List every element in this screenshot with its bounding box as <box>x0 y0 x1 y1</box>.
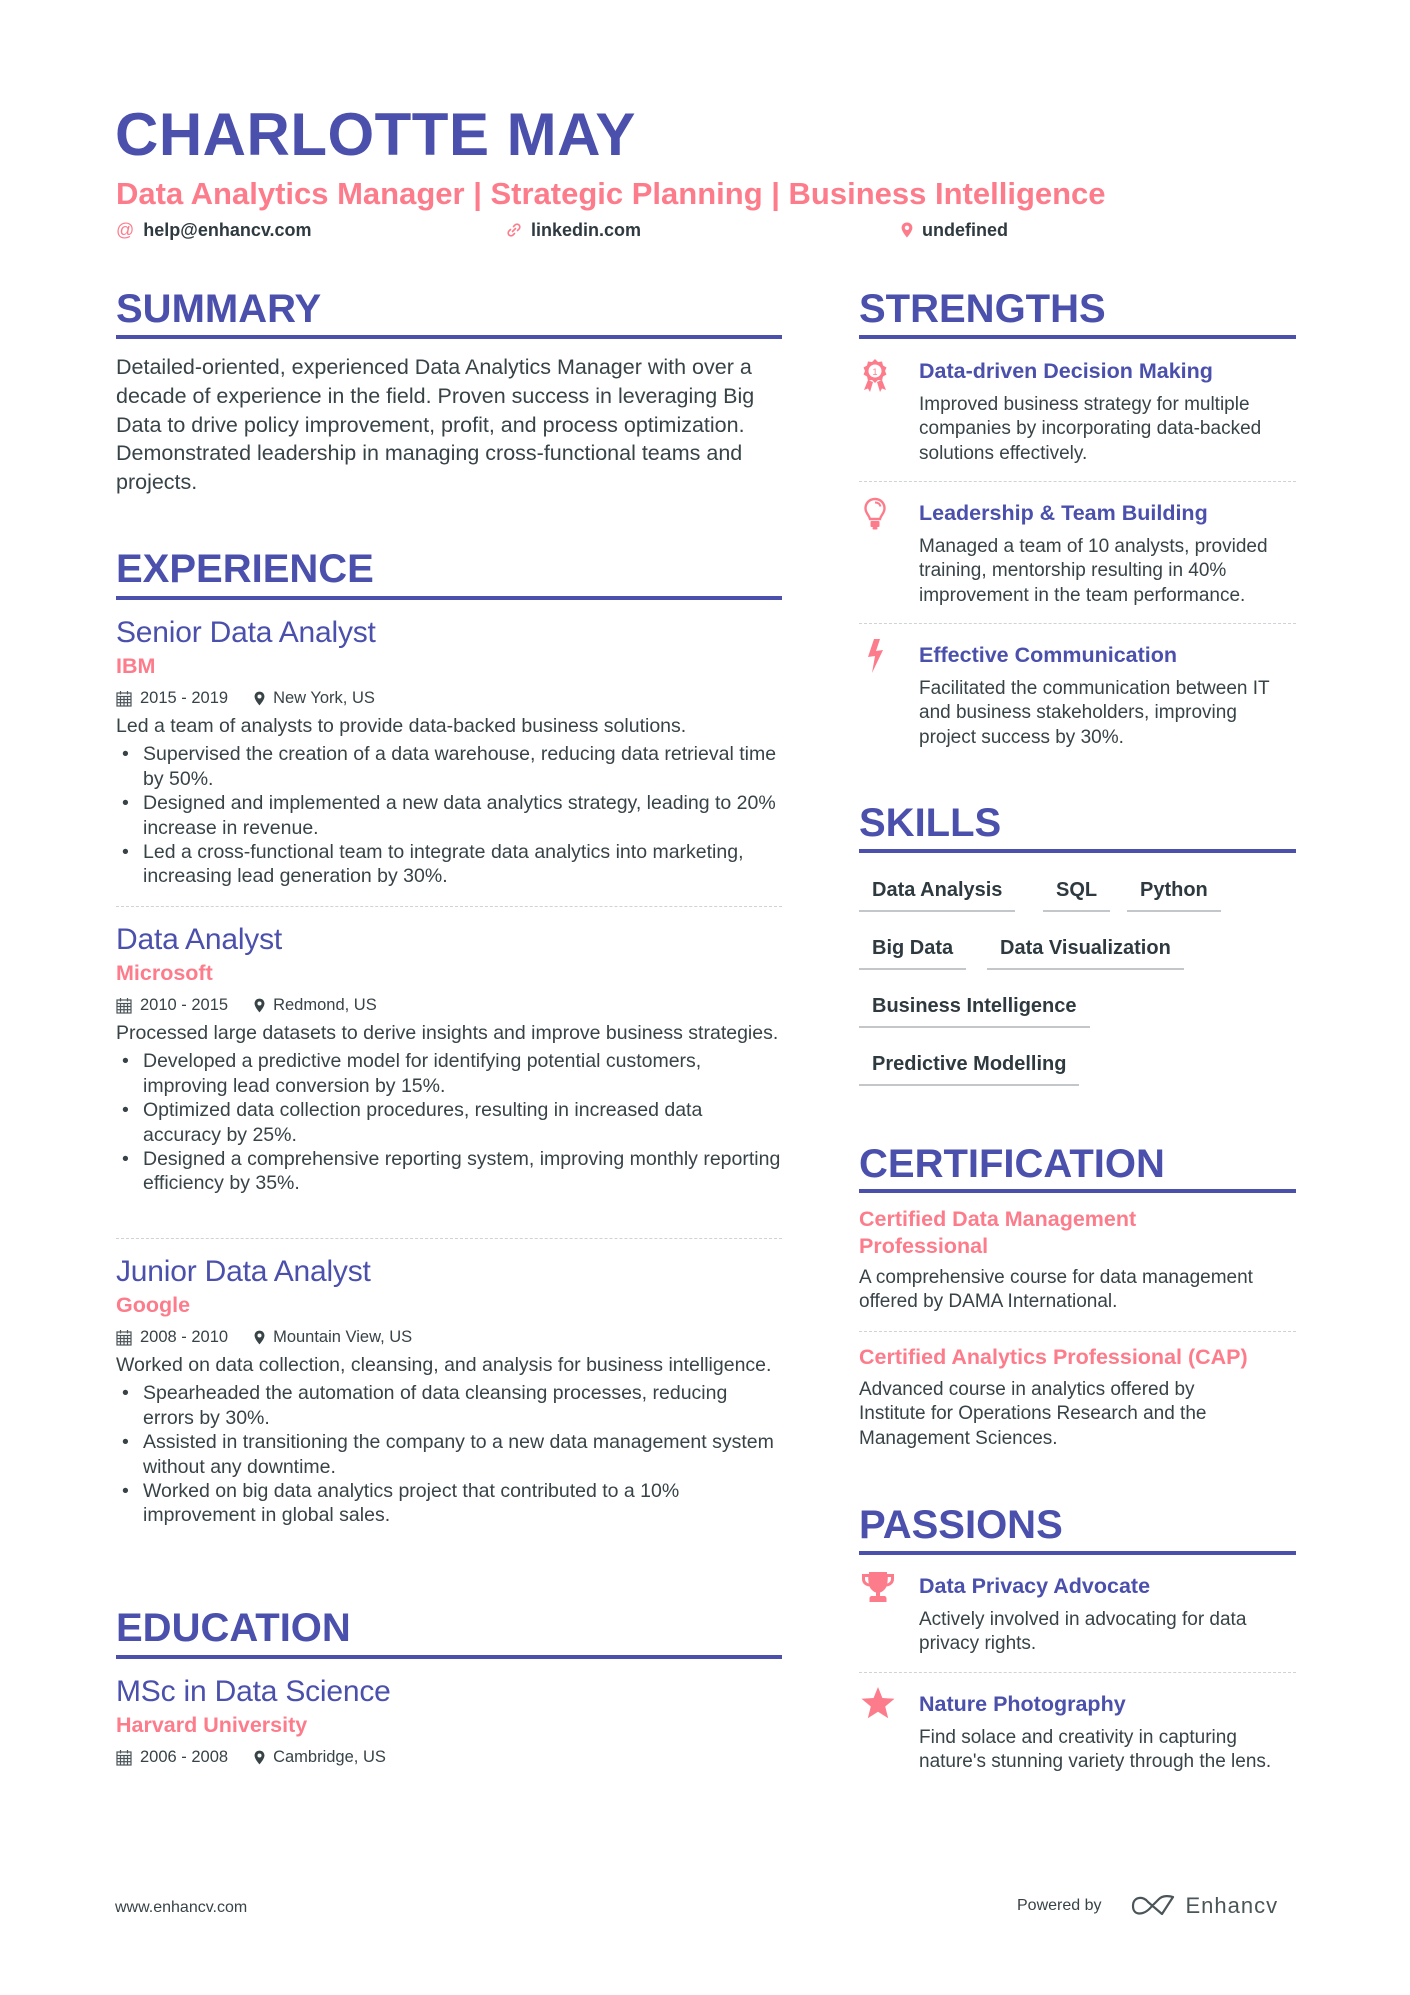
section-title-passions: PASSIONS <box>859 1503 1063 1547</box>
award-ribbon-icon <box>859 358 891 394</box>
job-dates: 2010 - 2015 <box>140 996 229 1014</box>
item-divider <box>859 1331 1296 1332</box>
strengths-section-heading <box>859 286 1296 332</box>
job-bullet: • Led a cross-functional team to integrate data analytics into marketing, increasing lead generation by 30%. <box>116 840 782 889</box>
section-divider <box>859 1551 1296 1555</box>
skills-section-heading <box>859 800 1296 846</box>
section-divider <box>116 1655 782 1659</box>
job-bullet: • Assisted in transitioning the company to a new data management system without any downtime. <box>116 1430 782 1479</box>
section-divider <box>859 1189 1296 1193</box>
certification-title: Certified Data Management Professional <box>859 1207 1137 1258</box>
lightning-bolt-icon <box>859 638 891 674</box>
passion-title: Data Privacy Advocate <box>919 1574 1151 1598</box>
certification-title: Certified Analytics Professional (CAP) <box>859 1345 1248 1369</box>
section-title-education: EDUCATION <box>116 1606 351 1650</box>
job-location: New York, US <box>273 689 375 707</box>
strength-title: Effective Communication <box>919 643 1178 667</box>
skill-tag: Predictive Modelling <box>859 1052 1079 1086</box>
item-divider <box>859 1672 1296 1673</box>
education-location: Cambridge, US <box>273 1748 386 1766</box>
section-divider <box>116 335 782 339</box>
degree-title: MSc in Data Science <box>116 1675 391 1708</box>
job-bullet: • Spearheaded the automation of data cleansing processes, reducing errors by 30%. <box>116 1381 782 1430</box>
calendar-icon <box>116 1749 132 1766</box>
star-icon <box>859 1685 897 1721</box>
skill-tag: SQL <box>1043 878 1110 912</box>
powered-by-label: Powered by <box>1017 1897 1102 1914</box>
experience-item <box>116 615 782 889</box>
at-sign-icon: @ <box>116 220 135 240</box>
section-divider <box>116 596 782 600</box>
map-pin-icon <box>254 998 265 1013</box>
item-divider <box>116 1238 782 1239</box>
job-dates: 2015 - 2019 <box>140 689 229 707</box>
section-title-summary: SUMMARY <box>116 287 322 331</box>
contact-location <box>901 219 1008 241</box>
link-icon <box>506 222 522 238</box>
job-bullets <box>116 742 782 888</box>
job-description: Processed large datasets to derive insights and improve business strategies. <box>116 1022 779 1044</box>
company-name: IBM <box>116 654 156 678</box>
item-divider <box>859 481 1296 482</box>
experience-section-heading <box>116 546 782 592</box>
strength-description: Facilitated the communication between IT and business stakeholders, improving project success by 30%. <box>919 678 1270 748</box>
education-section-heading <box>116 1605 782 1651</box>
certification-description: Advanced course in analytics offered by Institute for Operations Research and the Management Sciences. <box>859 1379 1207 1449</box>
job-meta <box>116 1327 782 1347</box>
passion-description: Find solace and creativity in capturing nature's stunning variety through the lens. <box>919 1727 1272 1773</box>
map-pin-icon <box>254 691 265 706</box>
job-bullet: • Developed a predictive model for identifying potential customers, improving lead conversion by 15%. <box>116 1049 782 1098</box>
enhancv-brand-text: Enhancv <box>1185 1893 1279 1918</box>
footer-website-link[interactable]: www.enhancv.com <box>115 1899 248 1916</box>
item-divider <box>116 906 782 907</box>
passion-item <box>859 1691 1296 1775</box>
job-bullet: • Worked on big data analytics project that contributed to a 10% improvement in global sales. <box>116 1479 782 1528</box>
passion-item <box>859 1573 1296 1657</box>
skill-tag: Data Analysis <box>859 878 1015 912</box>
passions-section-heading <box>859 1502 1296 1548</box>
contact-linkedin-text: linkedin.com <box>531 220 642 240</box>
summary-section <box>116 286 782 332</box>
certification-section-heading <box>859 1141 1296 1187</box>
education-item <box>116 1674 782 1767</box>
map-pin-icon <box>254 1330 265 1345</box>
company-name: Google <box>116 1293 191 1317</box>
skill-tag: Business Intelligence <box>859 994 1090 1028</box>
certification-item <box>859 1344 1296 1371</box>
trophy-icon <box>859 1569 897 1605</box>
map-pin-icon <box>254 1750 265 1765</box>
passion-description: Actively involved in advocating for data privacy rights. <box>919 1609 1247 1655</box>
job-meta <box>116 688 782 708</box>
passion-title: Nature Photography <box>919 1692 1126 1716</box>
skill-tag: Data Visualization <box>987 936 1184 970</box>
section-title-strengths: STRENGTHS <box>859 287 1106 331</box>
job-bullets <box>116 1381 782 1527</box>
svg-text:1: 1 <box>872 367 878 377</box>
lightbulb-icon <box>859 496 891 532</box>
job-description: Led a team of analysts to provide data-backed business solutions. <box>116 715 687 737</box>
contact-linkedin[interactable] <box>506 219 641 241</box>
job-bullet: • Designed and implemented a new data analytics strategy, leading to 20% increase in revenue. <box>116 791 782 840</box>
item-divider <box>859 623 1296 624</box>
summary-text: Detailed-oriented, experienced Data Analytics Manager with over a decade of experience in the field. Proven success in leveraging Big Data to drive policy improvement, profit, and process optimization. Demonstrated leadership in managing cross-functional teams and projects. <box>116 355 755 495</box>
job-dates: 2008 - 2010 <box>140 1328 229 1346</box>
strength-description: Improved business strategy for multiple companies by incorporating data-backed solutions effectively. <box>919 394 1262 464</box>
experience-item <box>116 922 782 1196</box>
candidate-headline: Data Analytics Manager | Strategic Planning | Business Intelligence <box>116 176 1106 211</box>
strength-title: Data-driven Decision Making <box>919 359 1213 383</box>
calendar-icon <box>116 690 132 707</box>
skill-tag: Big Data <box>859 936 966 970</box>
skills-list <box>859 878 1296 1098</box>
calendar-icon <box>116 1329 132 1346</box>
skill-tag: Python <box>1127 878 1221 912</box>
job-bullet: • Supervised the creation of a data warehouse, reducing data retrieval time by 50%. <box>116 742 782 791</box>
section-title-experience: EXPERIENCE <box>116 547 374 591</box>
contact-location-text: undefined <box>922 220 1008 240</box>
contact-email[interactable] <box>116 219 312 241</box>
enhancv-logo-icon <box>1130 1894 1176 1918</box>
job-title: Junior Data Analyst <box>116 1255 371 1288</box>
strength-description: Managed a team of 10 analysts, provided training, mentorship resulting in 40% improvement in the team performance. <box>919 536 1268 606</box>
education-dates: 2006 - 2008 <box>140 1748 229 1766</box>
job-title: Data Analyst <box>116 923 283 956</box>
experience-item <box>116 1254 782 1528</box>
map-pin-icon <box>901 222 913 238</box>
strength-title: Leadership & Team Building <box>919 501 1208 525</box>
strength-item <box>859 500 1296 608</box>
job-title: Senior Data Analyst <box>116 616 376 649</box>
certification-item <box>859 1206 1199 1260</box>
footer-powered-by[interactable] <box>1017 1893 1278 1919</box>
calendar-icon <box>116 997 132 1014</box>
job-bullets <box>116 1049 782 1195</box>
contact-email-text: help@enhancv.com <box>143 220 312 240</box>
company-name: Microsoft <box>116 961 213 985</box>
strength-item <box>859 358 1296 466</box>
job-location: Mountain View, US <box>273 1328 413 1346</box>
candidate-name: CHARLOTTE MAY <box>115 101 636 168</box>
job-location: Redmond, US <box>273 996 377 1014</box>
section-divider <box>859 849 1296 853</box>
certification-description: A comprehensive course for data management offered by DAMA International. <box>859 1267 1253 1313</box>
education-meta <box>116 1747 782 1767</box>
strength-item <box>859 642 1296 750</box>
job-description: Worked on data collection, cleansing, and analysis for business intelligence. <box>116 1354 772 1376</box>
job-meta <box>116 995 782 1015</box>
section-title-certification: CERTIFICATION <box>859 1142 1165 1186</box>
job-bullet: • Designed a comprehensive reporting system, improving monthly reporting efficiency by 35%. <box>116 1147 782 1196</box>
job-bullet: • Optimized data collection procedures, resulting in increased data accuracy by 25%. <box>116 1098 782 1147</box>
school-name: Harvard University <box>116 1713 308 1737</box>
section-divider <box>859 335 1296 339</box>
section-title-skills: SKILLS <box>859 801 1002 845</box>
